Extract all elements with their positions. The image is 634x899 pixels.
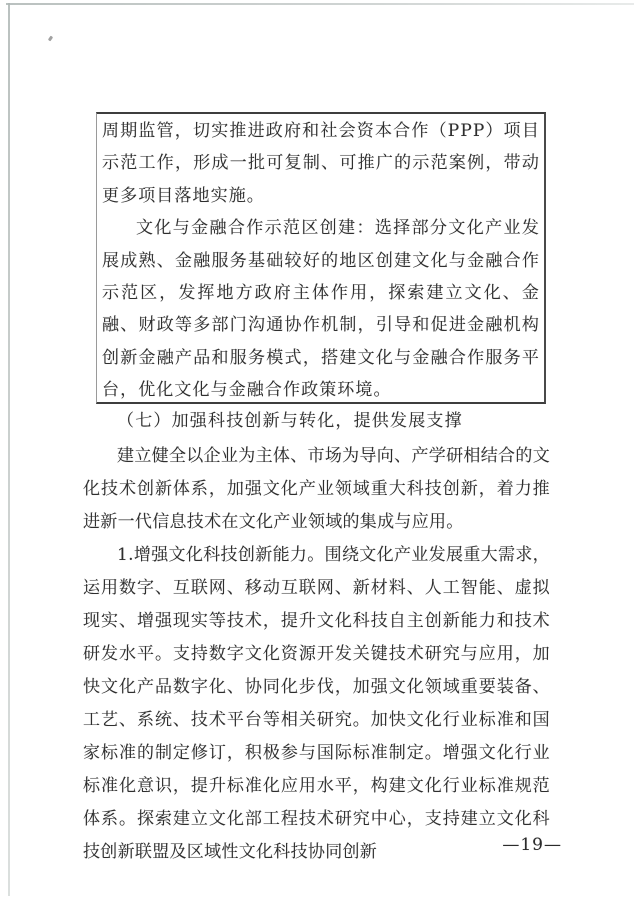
scan-edge-left <box>8 3 10 896</box>
page-number: —19— <box>502 835 562 855</box>
boxed-paragraph-finance-zone: 文化与金融合作示范区创建：选择部分文化产业发展成熟、金融服务基础较好的地区创建文化与金融合作示范区，发挥地方政府主体作用，探索建立文化、金融、财政等多部门沟通协作机制，引导和促进金融机构创新金融产品和服务模式，搭建文化与金融合作服务平台，优化文化与金融合作政策环境。 <box>102 218 540 401</box>
boxed-paragraph-continuation: 周期监管，切实推进政府和社会资本合作（PPP）项目示范工作，形成一批可复制、可推广的示范案例，带动更多项目落地实施。 <box>102 121 540 206</box>
body-text <box>83 405 550 869</box>
boxed-excerpt <box>96 112 546 404</box>
section-heading: （七）加强科技创新与转化，提供发展支撑 <box>117 411 463 431</box>
scan-edge-top <box>6 3 634 5</box>
body-paragraph-innovation-system: 建立健全以企业为主体、市场为导向、产学研相结合的文化技术创新体系，加强文化产业领域重大科技创新，着力推进新一代信息技术在文化产业领域的集成与应用。 <box>83 446 550 532</box>
scan-speck <box>48 36 53 42</box>
body-paragraph-tech-capability: 1.增强文化科技创新能力。围绕文化产业发展重大需求，运用数字、互联网、移动互联网、新材料、人工智能、虚拟现实、增强现实等技术，提升文化科技自主创新能力和技术研发水平。支持数字文化资源开发关键技术研究与应用，加快文化产品数字化、协同化步伐，加强文化领域重要装备、工艺、系统、技术平台等相关研究。加快文化行业标准和国家标准的制定修订，积极参与国际标准制定。增强文化行业标准化意识，提升标准化应用水平，构建文化行业标准规范体系。探索建立文化部工程技术研究中心，支持建立文化科技创新联盟及区域性文化科技协同创新 <box>83 545 550 862</box>
